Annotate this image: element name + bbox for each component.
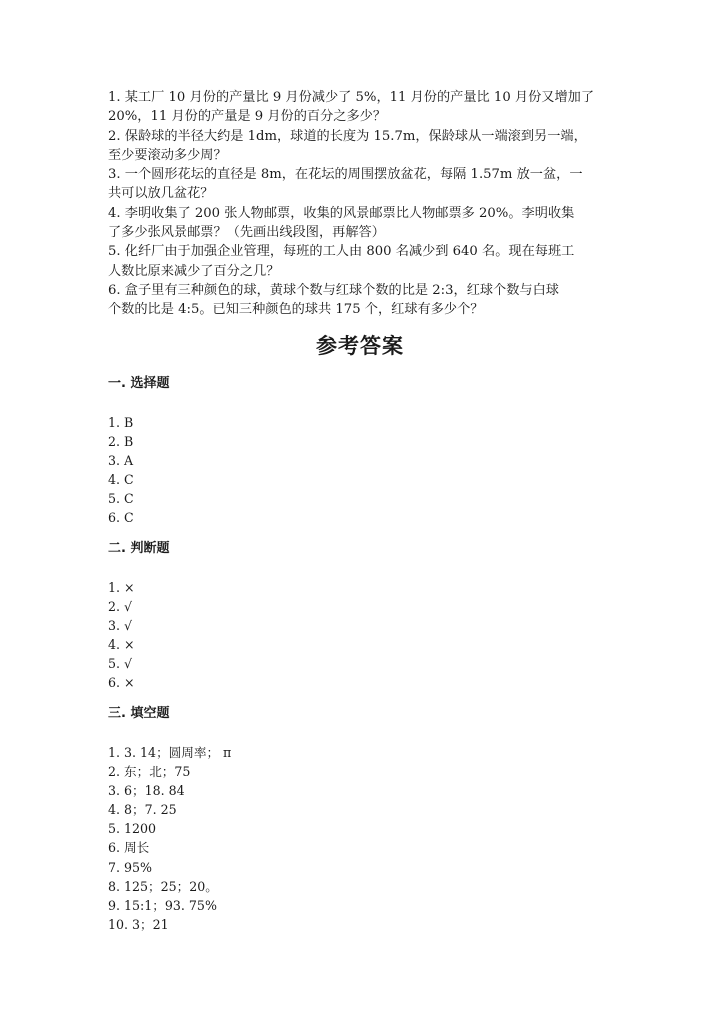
problem-5: 5. 化纤厂由于加强企业管理，每班的工人由 800 名减少到 640 名。现在每班工 人数比原来减少了百分之几？ xyxy=(108,244,575,279)
answer-item: 3. 6；18. 84 xyxy=(108,783,185,799)
answer-item: 2. 东；北；75 xyxy=(108,764,191,780)
answers-title: 参考答案 xyxy=(316,334,404,358)
answer-item: 8. 125；25；20。 xyxy=(108,878,218,894)
problem-4: 4. 李明收集了 200 张人物邮票，收集的风景邮票比人物邮票多 20%。李明收集 了多少张风景邮票？（先画出线段图，再解答） xyxy=(108,205,575,241)
true-false-section xyxy=(108,540,608,693)
section-heading: 三. 填空题 xyxy=(108,706,170,721)
answer-item: 7. 95% xyxy=(108,859,153,875)
answer-item: 1. × xyxy=(108,580,135,595)
answer-item: 2. √ xyxy=(108,599,133,615)
answer-item: 10. 3；21 xyxy=(108,916,169,932)
problem-3: 3. 一个圆形花坛的直径是 8m，在花坛的周围摆放盆花，每隔 1.57m 放一盆，一 共可以放几盆花？ xyxy=(108,167,583,202)
answer-item: 6. 周长 xyxy=(108,840,150,856)
fill-in-blank-section xyxy=(108,705,608,934)
answer-item: 4. × xyxy=(108,637,135,653)
answer-item: 4. 8；7. 25 xyxy=(108,802,177,818)
answer-item: 6. × xyxy=(108,675,135,691)
answer-item: 9. 15:1；93. 75% xyxy=(108,897,217,913)
answer-item: 2. B xyxy=(108,434,134,450)
answer-list xyxy=(108,413,608,528)
answer-item: 5. C xyxy=(108,491,134,507)
answer-item: 3. A xyxy=(108,453,134,469)
multiple-choice-section xyxy=(108,375,608,528)
section-heading: 二. 判断题 xyxy=(108,541,170,556)
section-heading: 一. 选择题 xyxy=(108,376,170,391)
problem-6: 6. 盒子里有三种颜色的球，黄球个数与红球个数的比是 2:3，红球个数与白球 个数的比是 4:5。已知三种颜色的球共 175 个，红球有多少个？ xyxy=(108,282,559,318)
answer-item: 3. √ xyxy=(108,618,133,634)
answer-list xyxy=(108,743,608,934)
word-problems xyxy=(108,88,608,320)
answer-list xyxy=(108,578,608,693)
answer-item: 1. B xyxy=(108,415,134,430)
answer-item: 5. 1200 xyxy=(108,821,157,837)
problem-1: 1. 某工厂 10 月份的产量比 9 月份减少了 5%，11 月份的产量比 10 月份又增加了 20%，11 月份的产量是 9 月份的百分之多少？ xyxy=(108,90,595,125)
answer-item: 6. C xyxy=(108,510,134,526)
answer-item: 1. 3. 14；圆周率； π xyxy=(108,745,232,760)
answer-item: 5. √ xyxy=(108,656,133,672)
problem-2: 2. 保龄球的半径大约是 1dm，球道的长度为 15.7m，保龄球从一端滚到另一端， 至少要滚动多少周？ xyxy=(108,128,587,163)
answer-item: 4. C xyxy=(108,472,134,488)
